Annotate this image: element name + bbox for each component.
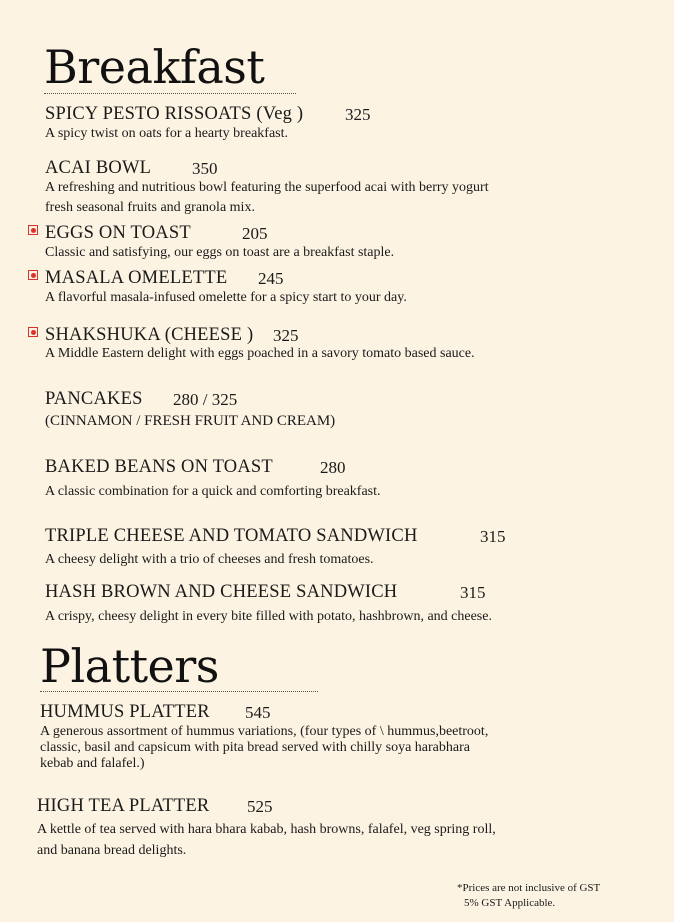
gst-footnote: 5% GST Applicable. [464,897,556,909]
veg-marker-icon [28,327,38,337]
menu-item-price: 525 [247,797,273,816]
menu-item-description: and banana bread delights. [37,843,187,858]
menu-item-name: HIGH TEA PLATTER [37,796,210,816]
menu-item-price: 545 [245,703,271,722]
menu-item-description: A kettle of tea served with hara bhara kabab, hash browns, falafel, veg spring roll, [37,822,496,837]
menu-item-price: 280 [320,458,346,477]
menu-item-description: classic, basil and capsicum with pita bread served with chilly soya harabhara [40,740,470,755]
menu-item-name: PANCAKES [45,389,143,409]
menu-item-description: kebab and falafel.) [40,756,145,771]
menu-item-name: ACAI BOWL [45,158,152,178]
section-divider [44,93,296,94]
menu-item-description: A crispy, cheesy delight in every bite filled with potato, hashbrown, and cheese. [45,609,492,624]
menu-item-name: EGGS ON TOAST [45,223,191,243]
menu-item-description: A spicy twist on oats for a hearty breakfast. [45,126,288,141]
menu-item-description: A Middle Eastern delight with eggs poached in a savory tomato based sauce. [45,346,475,361]
menu-item-price: 205 [242,224,268,243]
menu-item-description: (CINNAMON / FRESH FRUIT AND CREAM) [45,413,336,429]
menu-item-description: A cheesy delight with a trio of cheeses and fresh tomatoes. [45,552,374,567]
menu-item-name: SHAKSHUKA (CHEESE ) [45,325,254,345]
veg-marker-icon [28,225,38,235]
menu-item-description: A refreshing and nutritious bowl featuring the superfood acai with berry yogurt [45,180,489,195]
section-title-breakfast: Breakfast [44,40,265,94]
menu-item-price: 325 [273,326,299,345]
veg-marker-icon [28,270,38,280]
section-divider [40,691,318,692]
menu-item-name: SPICY PESTO RISSOATS (Veg ) [45,104,304,124]
menu-item-name: HUMMUS PLATTER [40,702,210,722]
menu-item-description: Classic and satisfying, our eggs on toast are a breakfast staple. [45,245,395,260]
menu-item-description: A flavorful masala-infused omelette for a spicy start to your day. [45,290,407,305]
menu-item-price: 280 / 325 [173,390,238,409]
menu-item-price: 245 [258,269,284,288]
menu-item-price: 315 [460,583,486,602]
menu-item-name: HASH BROWN AND CHEESE SANDWICH [45,582,398,602]
menu-item-description: A classic combination for a quick and comforting breakfast. [45,484,381,499]
menu-item-description: A generous assortment of hummus variations, (four types of \ hummus,beetroot, [40,724,489,739]
menu-item-name: MASALA OMELETTE [45,268,228,288]
menu-item-price: 325 [345,105,371,124]
menu-item-price: 315 [480,527,506,546]
gst-footnote: *Prices are not inclusive of GST [457,882,601,894]
menu-item-name: TRIPLE CHEESE AND TOMATO SANDWICH [45,526,418,546]
menu-item-name: BAKED BEANS ON TOAST [45,457,273,477]
section-title-platters: Platters [40,639,219,693]
menu-item-price: 350 [192,159,218,178]
menu-item-description: fresh seasonal fruits and granola mix. [45,200,255,215]
